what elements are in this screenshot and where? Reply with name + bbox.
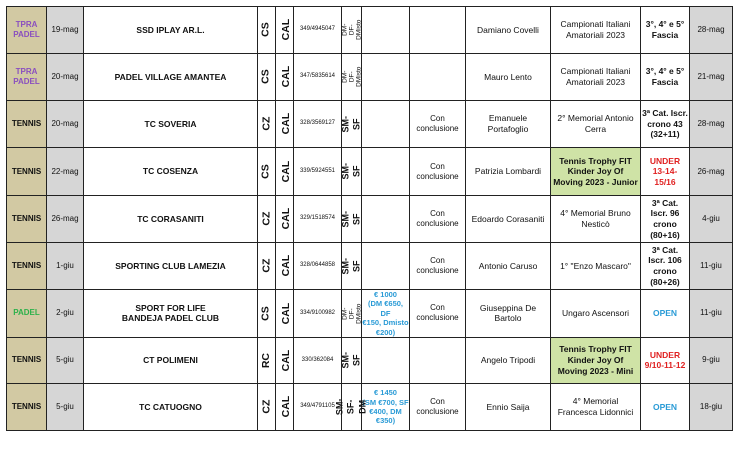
region-cell-text: CAL: [280, 66, 293, 88]
referee-cell: Damiano Covelli: [466, 7, 551, 54]
category-cell-text: SM-SF: [340, 210, 362, 228]
phone-cell: 330/362084: [294, 337, 342, 383]
region-cell: [276, 148, 294, 196]
notes-cell: [410, 54, 466, 101]
phone-cell: 339/5924551: [294, 148, 342, 196]
category-cell: [342, 54, 362, 101]
table-body: [7, 7, 733, 431]
category-cell: [342, 243, 362, 290]
region-cell-text: CAL: [280, 302, 293, 325]
region-cell-text: CAL: [280, 396, 293, 418]
referee-cell: Ennio Saija: [466, 383, 551, 430]
category-cell: [342, 290, 362, 338]
table-row: [7, 54, 733, 101]
region-cell-text: CAL: [280, 255, 293, 277]
referee-cell: Antonio Caruso: [466, 243, 551, 290]
tournament-title-cell: Tennis Trophy FIT Kinder Joy Of Moving 2023 - Junior: [551, 148, 641, 196]
phone-cell: 328/0644858: [294, 243, 342, 290]
start-date-cell: 19-mag: [47, 7, 84, 54]
info-cell: UNDER 9/10-11-12: [641, 337, 690, 383]
notes-cell: [410, 337, 466, 383]
prize-cell: [362, 101, 410, 148]
tournament-title-cell: 2° Memorial Antonio Cerra: [551, 101, 641, 148]
prize-cell: € 1450 (SM €700, SF €400, DM €350): [362, 383, 410, 430]
province-cell: [258, 7, 276, 54]
end-date-cell: 4-giu: [690, 196, 733, 243]
province-cell-text: RC: [259, 352, 272, 368]
prize-cell: [362, 54, 410, 101]
category-cell-text: SM-SF: [340, 352, 362, 369]
notes-cell: Con conclusione: [410, 101, 466, 148]
table-row: [7, 383, 733, 430]
province-cell-text: CZ: [259, 399, 272, 414]
start-date-cell: 20-mag: [47, 101, 84, 148]
info-cell: 3°, 4° e 5° Fascia: [641, 7, 690, 54]
region-cell: [276, 101, 294, 148]
province-cell: [258, 383, 276, 430]
region-cell: [276, 290, 294, 338]
category-cell-text: SM-SF: [340, 163, 362, 180]
end-date-cell: 26-mag: [690, 148, 733, 196]
category-cell-text: SM-SF-DM: [334, 398, 368, 416]
tournament-title-cell: Tennis Trophy FIT Kinder Joy Of Moving 2023 - Mini: [551, 337, 641, 383]
phone-cell: 349/4791105: [294, 383, 342, 430]
sport-cell: PADEL: [7, 290, 47, 338]
phone-cell: 347/5835614: [294, 54, 342, 101]
club-cell: SPORT FOR LIFE BANDEJA PADEL CLUB: [84, 290, 258, 338]
info-cell: UNDER 13-14- 15/16: [641, 148, 690, 196]
category-cell-text: DM-DF- DMisto: [341, 19, 363, 40]
category-cell-text: DM- DF- DMisto: [341, 66, 363, 87]
info-cell: OPEN: [641, 290, 690, 338]
info-cell: 3ª Cat. Iscr. 96 crono (80+16): [641, 196, 690, 243]
club-cell: TC CATUOGNO: [84, 383, 258, 430]
prize-cell: [362, 7, 410, 54]
end-date-cell: 11-giu: [690, 290, 733, 338]
region-cell-text: CAL: [280, 160, 293, 183]
club-cell: PADEL VILLAGE AMANTEA: [84, 54, 258, 101]
start-date-cell: 26-mag: [47, 196, 84, 243]
category-cell: [342, 196, 362, 243]
end-date-cell: 18-giu: [690, 383, 733, 430]
province-cell: [258, 196, 276, 243]
phone-cell: 328/3569127: [294, 101, 342, 148]
referee-cell: Edoardo Corasaniti: [466, 196, 551, 243]
table-row: [7, 196, 733, 243]
phone-cell: 329/1518574: [294, 196, 342, 243]
start-date-cell: 22-mag: [47, 148, 84, 196]
prize-cell: [362, 196, 410, 243]
sport-cell: TENNIS: [7, 243, 47, 290]
table-row: [7, 7, 733, 54]
category-cell: [342, 337, 362, 383]
club-cell: TC SOVERIA: [84, 101, 258, 148]
notes-cell: Con conclusione: [410, 196, 466, 243]
region-cell: [276, 196, 294, 243]
info-cell: OPEN: [641, 383, 690, 430]
notes-cell: Con conclusione: [410, 290, 466, 338]
province-cell: [258, 101, 276, 148]
notes-cell: Con conclusione: [410, 383, 466, 430]
sport-cell: TENNIS: [7, 148, 47, 196]
region-cell: [276, 337, 294, 383]
notes-cell: [410, 7, 466, 54]
tournament-title-cell: Ungaro Ascensori: [551, 290, 641, 338]
province-cell-text: CS: [259, 306, 272, 321]
table-row: [7, 290, 733, 338]
province-cell-text: CZ: [259, 117, 272, 131]
referee-cell: Patrizia Lombardi: [466, 148, 551, 196]
table-row: [7, 148, 733, 196]
province-cell-text: CS: [259, 164, 272, 179]
sport-cell: TENNIS: [7, 101, 47, 148]
referee-cell: Giuseppina De Bartolo: [466, 290, 551, 338]
tournament-title-cell: 1° "Enzo Mascaro": [551, 243, 641, 290]
table-row: [7, 101, 733, 148]
category-cell: [342, 7, 362, 54]
region-cell-text: CAL: [280, 208, 293, 230]
club-cell: CT POLIMENI: [84, 337, 258, 383]
prize-cell: [362, 148, 410, 196]
category-cell: [342, 148, 362, 196]
region-cell-text: CAL: [280, 19, 293, 41]
region-cell-text: CAL: [280, 113, 293, 135]
province-cell: [258, 337, 276, 383]
info-cell: 3°, 4° e 5° Fascia: [641, 54, 690, 101]
referee-cell: Angelo Tripodi: [466, 337, 551, 383]
tournament-title-cell: Campionati Italiani Amatoriali 2023: [551, 54, 641, 101]
club-cell: TC CORASANITI: [84, 196, 258, 243]
club-cell: TC COSENZA: [84, 148, 258, 196]
province-cell: [258, 148, 276, 196]
sport-cell: TENNIS: [7, 383, 47, 430]
province-cell-text: CZ: [259, 212, 272, 226]
table-row: [7, 243, 733, 290]
region-cell: [276, 243, 294, 290]
category-cell: [342, 101, 362, 148]
start-date-cell: 20-mag: [47, 54, 84, 101]
sport-cell: TENNIS: [7, 196, 47, 243]
referee-cell: Emanuele Portafoglio: [466, 101, 551, 148]
end-date-cell: 9-giu: [690, 337, 733, 383]
start-date-cell: 2-giu: [47, 290, 84, 338]
start-date-cell: 5-giu: [47, 383, 84, 430]
info-cell: 3ª Cat. Iscr. 106 crono (80+26): [641, 243, 690, 290]
notes-cell: Con conclusione: [410, 148, 466, 196]
province-cell-text: CZ: [259, 259, 272, 273]
province-cell-text: CS: [259, 69, 272, 85]
province-cell: [258, 290, 276, 338]
tournament-title-cell: 4° Memorial Bruno Nesticò: [551, 196, 641, 243]
region-cell: [276, 54, 294, 101]
province-cell-text: CS: [259, 22, 272, 38]
referee-cell: Mauro Lento: [466, 54, 551, 101]
category-cell-text: SM-SF: [340, 115, 362, 133]
table-row: [7, 337, 733, 383]
start-date-cell: 1-giu: [47, 243, 84, 290]
start-date-cell: 5-giu: [47, 337, 84, 383]
region-cell: [276, 7, 294, 54]
province-cell: [258, 54, 276, 101]
end-date-cell: 21-mag: [690, 54, 733, 101]
tournament-table: [6, 6, 733, 431]
prize-cell: [362, 243, 410, 290]
sport-cell: TPRA PADEL: [7, 54, 47, 101]
prize-cell: € 1000 (DM €650, DF €150, Dmisto €200): [362, 290, 409, 337]
sport-cell: TENNIS: [7, 337, 47, 383]
end-date-cell: 28-mag: [690, 101, 733, 148]
province-cell: [258, 243, 276, 290]
phone-cell: 334/9100982: [294, 290, 342, 338]
sport-cell: TPRA PADEL: [7, 7, 47, 54]
tournament-title-cell: Campionati Italiani Amatoriali 2023: [551, 7, 641, 54]
club-cell: SPORTING CLUB LAMEZIA: [84, 243, 258, 290]
region-cell: [276, 383, 294, 430]
end-date-cell: 28-mag: [690, 7, 733, 54]
prize-cell: [362, 337, 410, 383]
phone-cell: 349/4945047: [294, 7, 342, 54]
category-cell-text: DM- DF- DMisto: [341, 303, 363, 324]
category-cell-text: SM-SF: [340, 257, 362, 275]
region-cell-text: CAL: [280, 349, 293, 372]
category-cell: [334, 383, 368, 430]
info-cell: 3ª Cat. Iscr. crono 43 (32+11): [641, 101, 690, 148]
notes-cell: Con conclusione: [410, 243, 466, 290]
tournament-title-cell: 4° Memorial Francesca Lidonnici: [551, 383, 641, 430]
club-cell: SSD IPLAY AR.L.: [84, 7, 258, 54]
end-date-cell: 11-giu: [690, 243, 733, 290]
